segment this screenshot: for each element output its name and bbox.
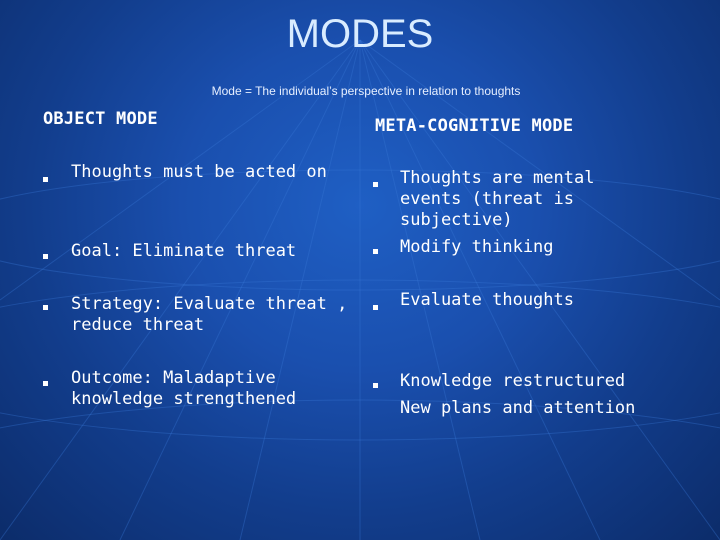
object-mode-item-text: Strategy: Evaluate threat , reduce threat	[71, 294, 348, 335]
metacognitive-mode-item-text: Evaluate thoughts	[400, 290, 574, 310]
metacognitive-mode-heading: META-COGNITIVE MODE	[375, 116, 574, 136]
object-mode-item	[71, 294, 361, 336]
object-mode-item-text: Outcome: Maladaptive knowledge strengthened	[71, 368, 297, 409]
slide-subtitle: Mode = The individual’s perspective in relation to thoughts	[211, 84, 521, 98]
metacognitive-mode-item	[400, 168, 630, 231]
bullet-icon	[43, 254, 48, 259]
object-mode-heading: OBJECT MODE	[43, 109, 158, 129]
metacognitive-mode-item-text: Thoughts are mental events (threat is subjective)	[400, 168, 595, 230]
bullet-icon	[373, 383, 378, 388]
bullet-icon	[43, 381, 48, 386]
object-mode-item	[71, 241, 361, 262]
bullet-icon	[373, 182, 378, 187]
bullet-icon	[373, 249, 378, 254]
metacognitive-mode-item-text: Modify thinking	[400, 237, 554, 257]
bullet-icon	[43, 305, 48, 310]
metacognitive-mode-item	[400, 237, 630, 258]
object-mode-item-text: Goal: Eliminate threat	[71, 241, 297, 261]
bullet-icon	[43, 177, 48, 182]
object-mode-item	[71, 368, 341, 410]
slide-title: MODES	[286, 12, 434, 56]
metacognitive-mode-item-text: Knowledge restructured New plans and attention	[400, 371, 636, 418]
bullet-icon	[373, 305, 378, 310]
metacognitive-mode-item	[400, 290, 700, 311]
object-mode-item	[71, 162, 361, 183]
metacognitive-mode-item	[400, 368, 660, 422]
object-mode-item-text: Thoughts must be acted on	[71, 162, 327, 182]
